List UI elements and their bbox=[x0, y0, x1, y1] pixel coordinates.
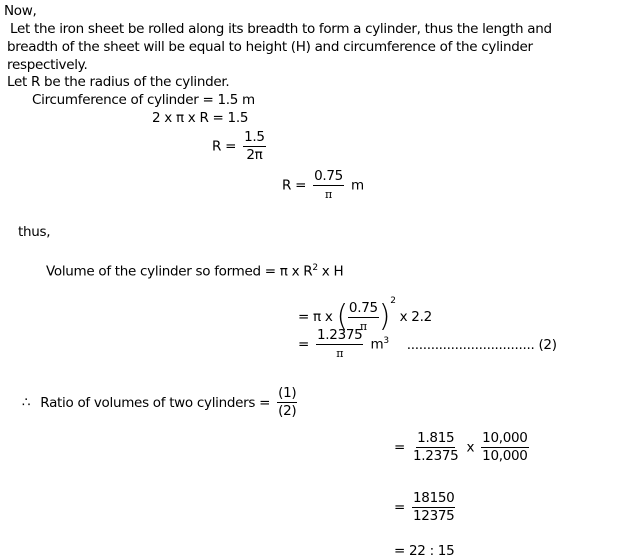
equals: = bbox=[394, 439, 406, 456]
fraction bbox=[412, 490, 455, 525]
numerator: 10,000 bbox=[482, 430, 528, 446]
denominator: 1.2375 bbox=[413, 448, 459, 464]
volume-step-3 bbox=[298, 327, 557, 362]
prefix: = π x bbox=[298, 309, 333, 325]
denominator: π bbox=[336, 347, 344, 360]
radius-equation-2 bbox=[212, 129, 269, 164]
numerator: 1.2375 bbox=[317, 327, 363, 343]
denominator: (2) bbox=[278, 403, 297, 419]
text-line: Let the iron sheet be rolled along its breadth to form a cylinder, thus the length and bbox=[10, 21, 552, 37]
fraction bbox=[277, 385, 297, 420]
therefore-symbol: ∴ bbox=[22, 394, 31, 411]
numerator: 0.75 bbox=[314, 168, 343, 184]
radius-equation-3 bbox=[282, 168, 364, 203]
volume-label: Volume of the cylinder so formed = π x R bbox=[46, 263, 313, 280]
volume-step-2: = π x ( $\frac{0.75}{\pi}$ )$^2$ x 2.2 bbox=[298, 296, 432, 334]
unit: m bbox=[350, 177, 364, 194]
fraction bbox=[316, 327, 363, 362]
denominator: 12375 bbox=[413, 508, 455, 524]
thus-label: thus, bbox=[18, 224, 51, 240]
r-label: R = bbox=[282, 177, 307, 194]
suffix: x 2.2 bbox=[399, 309, 432, 325]
fraction bbox=[243, 129, 266, 164]
prefix: = bbox=[298, 336, 310, 353]
denominator: π bbox=[359, 319, 367, 333]
equals: = bbox=[394, 499, 406, 516]
volume-equation bbox=[46, 260, 343, 281]
exponent: 2 bbox=[390, 296, 396, 306]
equation-ref: ................................ (2) bbox=[406, 336, 557, 353]
exponent: 2 bbox=[312, 263, 318, 273]
text-line: breadth of the sheet will be equal to height (H) and circumference of the cylinder bbox=[7, 39, 533, 55]
times: x bbox=[466, 439, 475, 456]
fraction bbox=[313, 168, 344, 203]
unit: m bbox=[370, 336, 384, 353]
r-label: R = bbox=[212, 138, 237, 155]
fraction bbox=[412, 430, 459, 465]
denominator: π bbox=[325, 188, 332, 201]
volume-tail: x H bbox=[317, 263, 344, 280]
ratio-step-2 bbox=[394, 490, 458, 525]
ratio-label: Ratio of volumes of two cylinders = bbox=[40, 394, 271, 411]
ratio-result: = 22 : 15 bbox=[394, 543, 455, 559]
numerator: 18150 bbox=[413, 490, 455, 506]
exponent: 3 bbox=[383, 336, 389, 346]
circumference-equation: Circumference of cylinder = 1.5 m bbox=[32, 92, 255, 108]
fraction bbox=[481, 430, 528, 465]
numerator: 0.75 bbox=[348, 299, 378, 316]
denominator: 10,000 bbox=[482, 448, 528, 464]
radius-equation-1: 2 x π x R = 1.5 bbox=[152, 110, 249, 126]
ratio-step-1 bbox=[394, 430, 532, 465]
text-line: Let R be the radius of the cylinder. bbox=[7, 74, 230, 90]
numerator: 1.5 bbox=[244, 129, 265, 145]
numerator: (1) bbox=[278, 385, 297, 401]
now-label: Now, bbox=[4, 3, 37, 19]
text-line: respectively. bbox=[7, 57, 88, 73]
denominator: 2π bbox=[246, 147, 263, 163]
numerator: 1.815 bbox=[417, 430, 455, 446]
ratio-equation bbox=[22, 385, 300, 420]
